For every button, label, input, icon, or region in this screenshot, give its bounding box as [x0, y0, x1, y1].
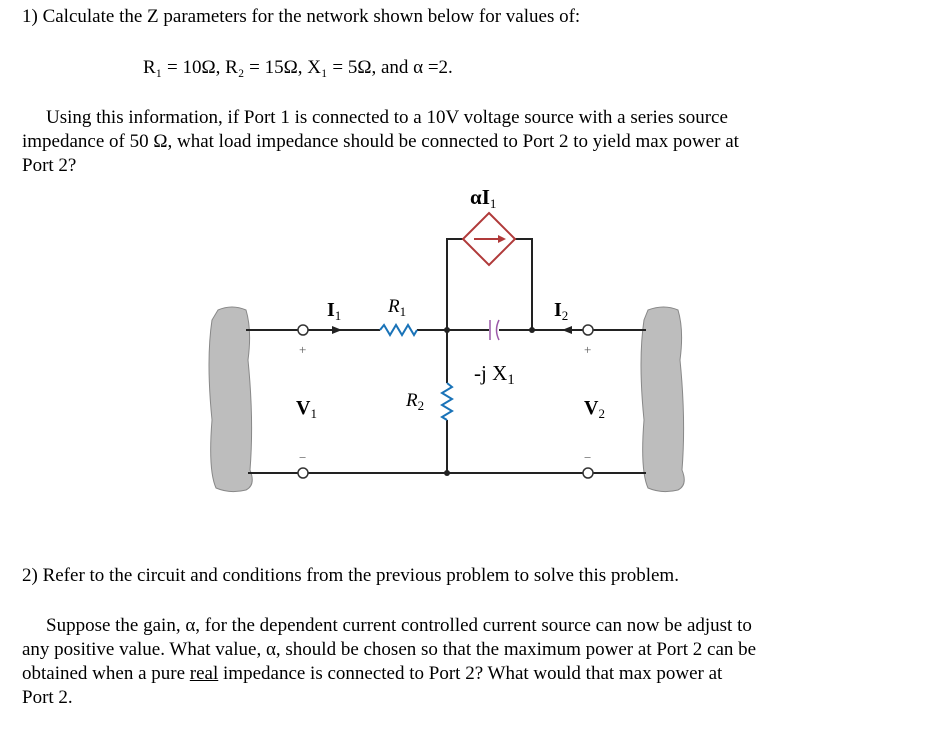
- q1-heading: 1) Calculate the Z parameters for the network shown below for values of:: [22, 6, 581, 27]
- v1-minus: −: [299, 450, 307, 465]
- q2-text-line1: Suppose the gain, α, for the dependent current controlled current source can now be adjust to: [46, 615, 752, 636]
- port2-blob: [641, 307, 684, 492]
- q1-text-line1: Using this information, if Port 1 is connected to a 10V voltage source with a series source: [46, 107, 728, 128]
- v2-plus: +: [584, 342, 592, 357]
- r1-label: $R_1$: [388, 296, 407, 319]
- port1-blob: [209, 307, 252, 492]
- i1-arrow: [332, 326, 342, 334]
- i1-label: $I_1$: [327, 299, 342, 323]
- capacitor-label: -j X1: [474, 361, 515, 388]
- q2-underlined-real: real: [189, 663, 219, 684]
- port1-top-terminal: [298, 325, 308, 335]
- q1-values: R₁ = 10Ω, R₂ = 15Ω, X₁ = 5Ω, and α =2.: [143, 57, 453, 78]
- v2-label: $V_2$: [584, 397, 605, 421]
- q2-line3-end: impedance is connected to Port 2? What would that max power at: [218, 663, 723, 684]
- q1-text-line3: Port 2?: [22, 155, 77, 176]
- dep-source-label: αI1: [470, 185, 497, 211]
- q1-text-line2: impedance of 50 Ω, what load impedance should be connected to Port 2 to yield max power at: [22, 131, 739, 152]
- v1-plus: +: [299, 342, 307, 357]
- port2-bottom-terminal: [583, 468, 593, 478]
- i2-arrow: [562, 326, 572, 334]
- q2-heading: 2) Refer to the circuit and conditions from the previous problem to solve this problem.: [22, 565, 679, 586]
- q2-text-line4: Port 2.: [22, 687, 73, 708]
- q2-text-line2: any positive value. What value, α, should be chosen so that the maximum power at Port 2 can be: [22, 639, 757, 660]
- port2-top-terminal: [583, 325, 593, 335]
- r2-label: $R_2$: [406, 390, 425, 413]
- port1-bottom-terminal: [298, 468, 308, 478]
- r1-resistor: [380, 325, 417, 335]
- r2-resistor: [442, 383, 452, 420]
- dependent-current-source: [463, 213, 515, 265]
- capacitor: [490, 320, 499, 340]
- q2-text-line3: [22, 663, 722, 685]
- v2-minus: −: [584, 450, 592, 465]
- q2-line3-start: obtained when a pure: [22, 663, 190, 684]
- i2-label: $I_2$: [554, 299, 569, 323]
- v1-label: $V_1$: [296, 397, 317, 421]
